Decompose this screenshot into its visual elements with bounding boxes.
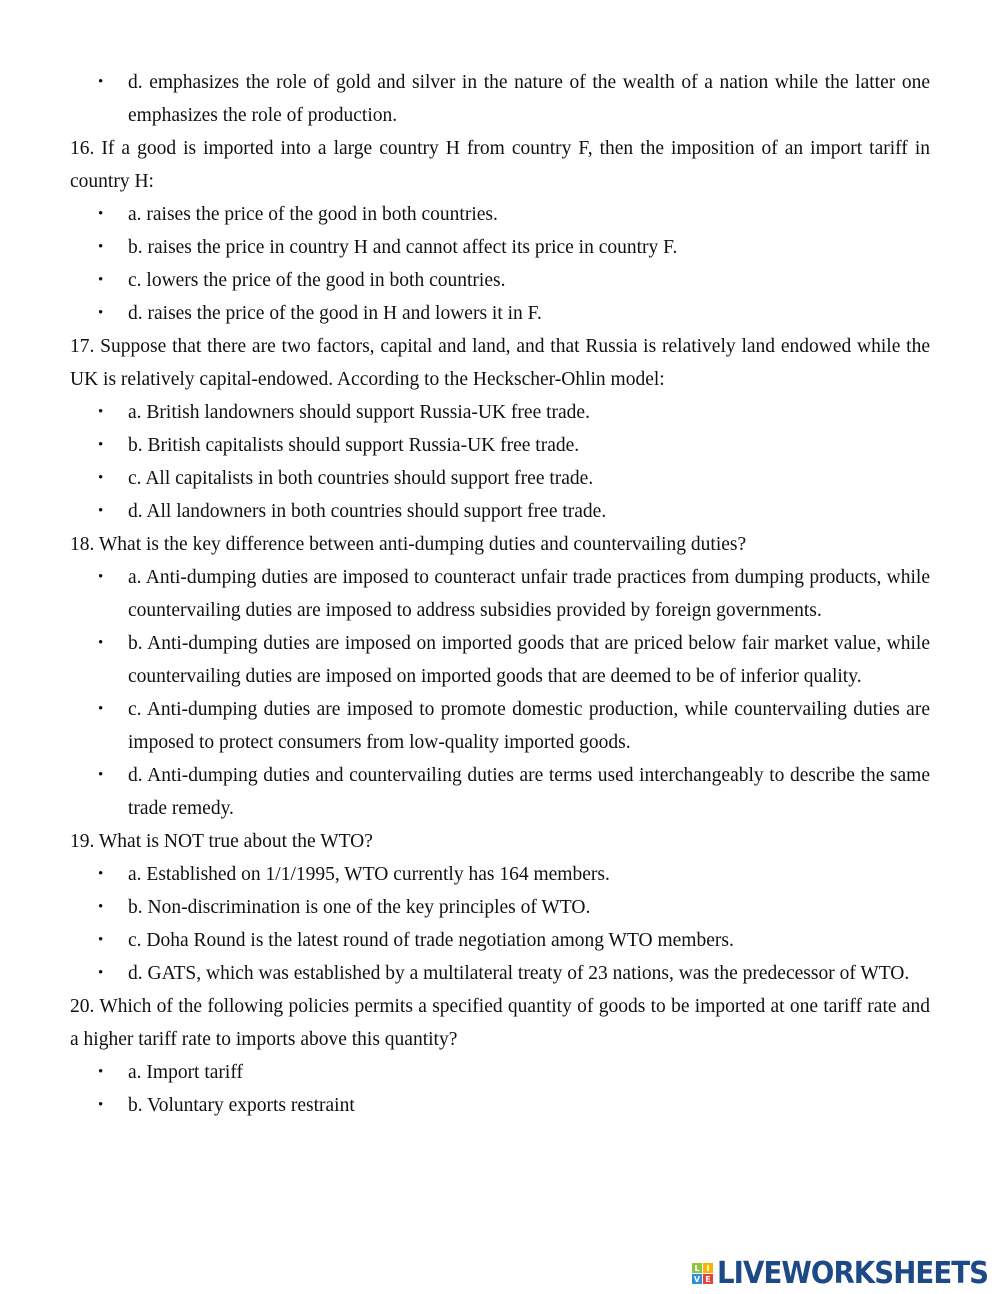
- logo-tile: L: [692, 1263, 702, 1273]
- option-label: d. Anti-dumping duties and countervailing duties are terms used interchangeably to describe the same trade remedy.: [128, 765, 930, 819]
- option-label: b. British capitalists should support Russia-UK free trade.: [128, 435, 580, 456]
- answer-option: [70, 627, 930, 693]
- bullet-icon: •: [98, 503, 104, 519]
- answer-option: [70, 264, 930, 297]
- answer-option: [70, 891, 930, 924]
- question-text: [70, 132, 930, 198]
- bullet-icon: •: [98, 635, 104, 651]
- option-label: b. Voluntary exports restraint: [128, 1095, 355, 1116]
- bullet-icon: •: [98, 404, 104, 420]
- bullet-icon: •: [98, 701, 104, 717]
- option-label: b. Anti-dumping duties are imposed on imported goods that are priced below fair market value, while countervailing duties are imposed on imported goods that are deemed to be of inferior quality.: [128, 633, 930, 687]
- option-label: c. lowers the price of the good in both countries.: [128, 270, 506, 291]
- answer-option: [70, 429, 930, 462]
- logo-tile: E: [703, 1274, 713, 1284]
- answer-option: [70, 1056, 930, 1089]
- bullet-icon: •: [98, 437, 104, 453]
- option-label: b. Non-discrimination is one of the key principles of WTO.: [128, 897, 591, 918]
- bullet-icon: •: [98, 272, 104, 288]
- answer-option: [70, 66, 930, 132]
- question-label: 19. What is NOT true about the WTO?: [70, 831, 373, 852]
- answer-option: [70, 297, 930, 330]
- bullet-icon: •: [98, 74, 104, 90]
- question-label: 17. Suppose that there are two factors, capital and land, and that Russia is relatively land endowed while the UK is relatively capital-endowed. According to the Heckscher-Ohlin model:: [70, 336, 930, 390]
- answer-option: [70, 495, 930, 528]
- logo-wordmark: LIVEWORKSHEETS: [717, 1256, 989, 1291]
- bullet-icon: •: [98, 305, 104, 321]
- answer-option: [70, 924, 930, 957]
- logo-tile: I: [703, 1263, 713, 1273]
- answer-option: [70, 693, 930, 759]
- option-label: a. Established on 1/1/1995, WTO currently has 164 members.: [128, 864, 610, 885]
- bullet-icon: •: [98, 1097, 104, 1113]
- option-label: c. Anti-dumping duties are imposed to promote domestic production, while countervailing duties are imposed to protect consumers from low-quality imported goods.: [128, 699, 930, 753]
- question-text: [70, 528, 930, 561]
- liveworksheets-logo: [692, 1256, 1000, 1291]
- answer-option: [70, 1089, 930, 1122]
- question-text: [70, 990, 930, 1056]
- bullet-icon: •: [98, 569, 104, 585]
- bullet-icon: •: [98, 866, 104, 882]
- logo-tiles-icon: [692, 1263, 713, 1284]
- bullet-icon: •: [98, 932, 104, 948]
- bullet-icon: •: [98, 1064, 104, 1080]
- answer-option: [70, 858, 930, 891]
- option-label: d. GATS, which was established by a multilateral treaty of 23 nations, was the predecessor of WTO.: [128, 963, 910, 984]
- option-label: d. All landowners in both countries should support free trade.: [128, 501, 607, 522]
- answer-option: [70, 561, 930, 627]
- question-text: [70, 330, 930, 396]
- bullet-icon: •: [98, 899, 104, 915]
- answer-option: [70, 231, 930, 264]
- question-label: 16. If a good is imported into a large country H from country F, then the imposition of an import tariff in country H:: [70, 138, 930, 192]
- option-label: d. raises the price of the good in H and lowers it in F.: [128, 303, 542, 324]
- logo-tile: V: [693, 1274, 701, 1284]
- question-label: 20. Which of the following policies permits a specified quantity of goods to be imported at one tariff rate and a higher tariff rate to imports above this quantity?: [70, 996, 930, 1050]
- option-label: a. British landowners should support Russia-UK free trade.: [128, 402, 590, 423]
- option-label: c. Doha Round is the latest round of trade negotiation among WTO members.: [128, 930, 734, 951]
- answer-option: [70, 198, 930, 231]
- option-label: c. All capitalists in both countries should support free trade.: [128, 468, 594, 489]
- option-label: a. Anti-dumping duties are imposed to counteract unfair trade practices from dumping products, while countervailing duties are imposed to address subsidies provided by foreign governments.: [128, 567, 930, 621]
- bullet-icon: •: [98, 239, 104, 255]
- option-label: a. Import tariff: [128, 1062, 243, 1083]
- answer-option: [70, 759, 930, 825]
- bullet-icon: •: [98, 206, 104, 222]
- answer-option: [70, 462, 930, 495]
- option-label: b. raises the price in country H and cannot affect its price in country F.: [128, 237, 678, 258]
- answer-option: [70, 957, 930, 990]
- bullet-icon: •: [98, 965, 104, 981]
- option-label: d. emphasizes the role of gold and silver in the nature of the wealth of a nation while the latter one emphasizes the role of production.: [128, 72, 930, 126]
- bullet-icon: •: [98, 470, 104, 486]
- question-label: 18. What is the key difference between anti-dumping duties and countervailing duties?: [70, 534, 747, 555]
- worksheet-document: [70, 66, 930, 1122]
- question-text: [70, 825, 930, 858]
- option-label: a. raises the price of the good in both countries.: [128, 204, 498, 225]
- answer-option: [70, 396, 930, 429]
- bullet-icon: •: [98, 767, 104, 783]
